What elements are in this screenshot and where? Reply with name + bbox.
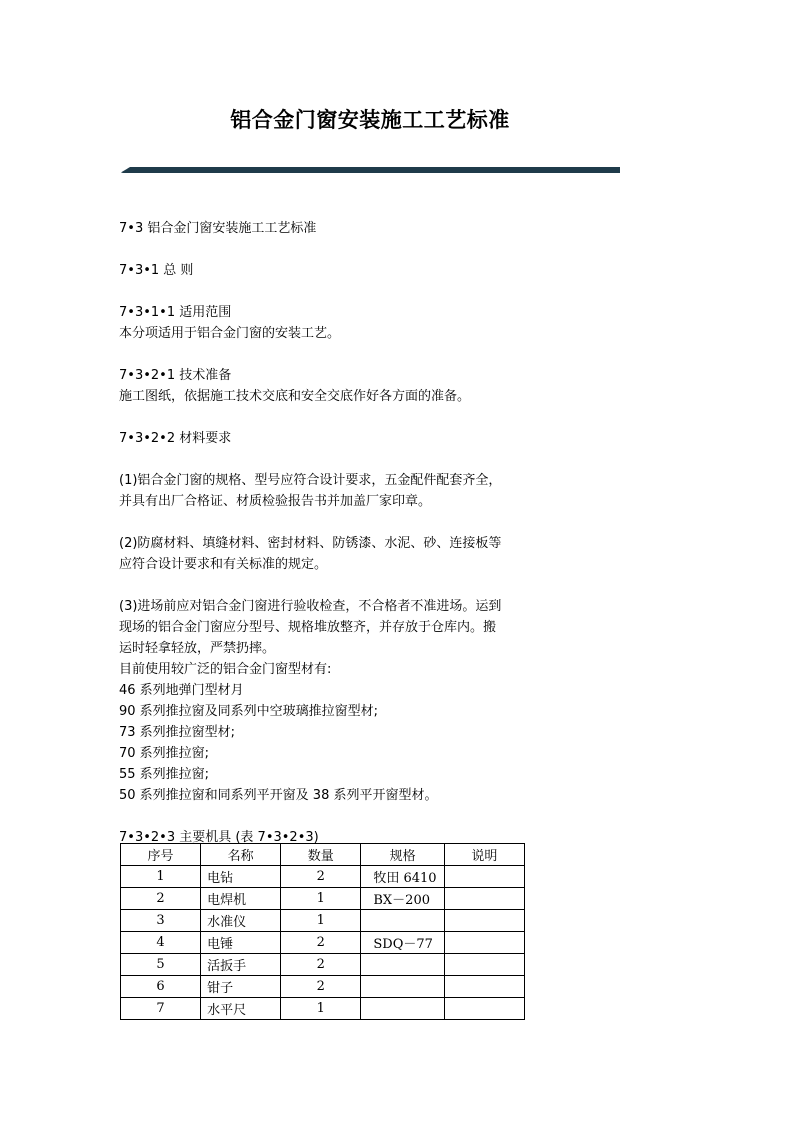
table-cell: 4 (121, 932, 201, 954)
paragraph-gap (119, 512, 539, 533)
text-line: 7•3 铝合金门窗安装施工工艺标准 (119, 221, 317, 236)
text-line: 7•3•1•1 适用范围 (119, 305, 232, 320)
table-row (121, 976, 525, 998)
table-row (121, 932, 525, 954)
table-cell: 水准仪 (201, 910, 281, 932)
table-cell (361, 998, 444, 1020)
title-divider (120, 167, 620, 173)
paragraph (119, 365, 539, 407)
paragraph-gap (119, 806, 539, 827)
table-row (121, 998, 525, 1020)
text-line: 7•3•2•1 技术准备 (119, 368, 232, 383)
paragraph-gap (119, 344, 539, 365)
paragraph (119, 596, 539, 806)
table-cell (444, 888, 524, 910)
table-cell: 活扳手 (201, 954, 281, 976)
table-cell (444, 866, 524, 888)
table-cell (444, 998, 524, 1020)
table-cell: 2 (281, 976, 361, 998)
table-cell: 6 (121, 976, 201, 998)
table-cell (444, 976, 524, 998)
paragraph (119, 428, 539, 449)
table-cell (444, 910, 524, 932)
table-cell (361, 910, 444, 932)
table-row (121, 888, 525, 910)
paragraph (119, 218, 539, 239)
table-row (121, 910, 525, 932)
table-cell (361, 976, 444, 998)
text-line: 7•3•2•3 主要机具 (表 7•3•2•3) (119, 830, 319, 845)
paragraph-gap (119, 281, 539, 302)
text-line: 并具有出厂合格证、材质检验报告书并加盖厂家印章。 (119, 494, 432, 509)
table-cell: 1 (281, 910, 361, 932)
text-line: 73 系列推拉窗型材; (119, 725, 236, 740)
table-cell: 1 (121, 866, 201, 888)
paragraph-gap (119, 239, 539, 260)
text-line: 7•3•2•2 材料要求 (119, 431, 232, 446)
text-line: 70 系列推拉窗; (119, 746, 210, 761)
table-header-cell: 名称 (201, 844, 281, 866)
table-cell: 牧田 6410 (361, 866, 444, 888)
table-header-cell: 数量 (281, 844, 361, 866)
text-line: 应符合设计要求和有关标准的规定。 (119, 557, 328, 572)
paragraph (119, 260, 539, 281)
table-cell: SDQ－77 (361, 932, 444, 954)
table-cell (444, 954, 524, 976)
table-cell: 7 (121, 998, 201, 1020)
table-cell: 水平尺 (201, 998, 281, 1020)
text-line: 现场的铝合金门窗应分型号、规格堆放整齐，并存放于仓库内。搬 (119, 620, 497, 635)
table-cell (444, 932, 524, 954)
paragraph (119, 470, 539, 512)
table-cell: 1 (281, 998, 361, 1020)
text-line: 本分项适用于铝合金门窗的安装工艺。 (119, 326, 341, 341)
table-cell: 5 (121, 954, 201, 976)
document-body (119, 218, 539, 848)
table-header-cell: 序号 (121, 844, 201, 866)
table-cell: 2 (281, 954, 361, 976)
paragraph-gap (119, 449, 539, 470)
table-header-cell: 规格 (361, 844, 444, 866)
table-cell: 2 (121, 888, 201, 910)
text-line: (1)铝合金门窗的规格、型号应符合设计要求，五金配件配套齐全， (119, 473, 502, 488)
table-row (121, 954, 525, 976)
table-cell: 电钻 (201, 866, 281, 888)
table-cell: 电焊机 (201, 888, 281, 910)
paragraph-gap (119, 575, 539, 596)
paragraph (119, 533, 539, 575)
table-cell: 电锤 (201, 932, 281, 954)
table-cell: 钳子 (201, 976, 281, 998)
paragraph-gap (119, 407, 539, 428)
text-line: 90 系列推拉窗及同系列中空玻璃推拉窗型材; (119, 704, 379, 719)
tools-table (120, 843, 525, 1020)
table-row (121, 866, 525, 888)
text-line: 运时轻拿轻放，严禁扔摔。 (119, 641, 276, 656)
text-line: 7•3•1 总 则 (119, 263, 194, 278)
text-line: (3)进场前应对铝合金门窗进行验收检查，不合格者不准进场。运到 (119, 599, 502, 614)
document-title: 铝合金门窗安装施工工艺标准 (230, 107, 510, 132)
table-cell: BX－200 (361, 888, 444, 910)
text-line: 目前使用较广泛的铝合金门窗型材有: (119, 662, 332, 677)
table-header-cell: 说明 (444, 844, 524, 866)
table-header-row (121, 844, 525, 866)
table-cell (361, 954, 444, 976)
text-line: 46 系列地弹门型材月 (119, 683, 244, 698)
table-cell: 2 (281, 932, 361, 954)
text-line: 55 系列推拉窗; (119, 767, 210, 782)
text-line: 施工图纸，依据施工技术交底和安全交底作好各方面的准备。 (119, 389, 471, 404)
text-line: 50 系列推拉窗和同系列平开窗及 38 系列平开窗型材。 (119, 788, 438, 803)
table-cell: 1 (281, 888, 361, 910)
paragraph (119, 302, 539, 344)
table-cell: 3 (121, 910, 201, 932)
text-line: (2)防腐材料、填缝材料、密封材料、防锈漆、水泥、砂、连接板等 (119, 536, 502, 551)
table-cell: 2 (281, 866, 361, 888)
